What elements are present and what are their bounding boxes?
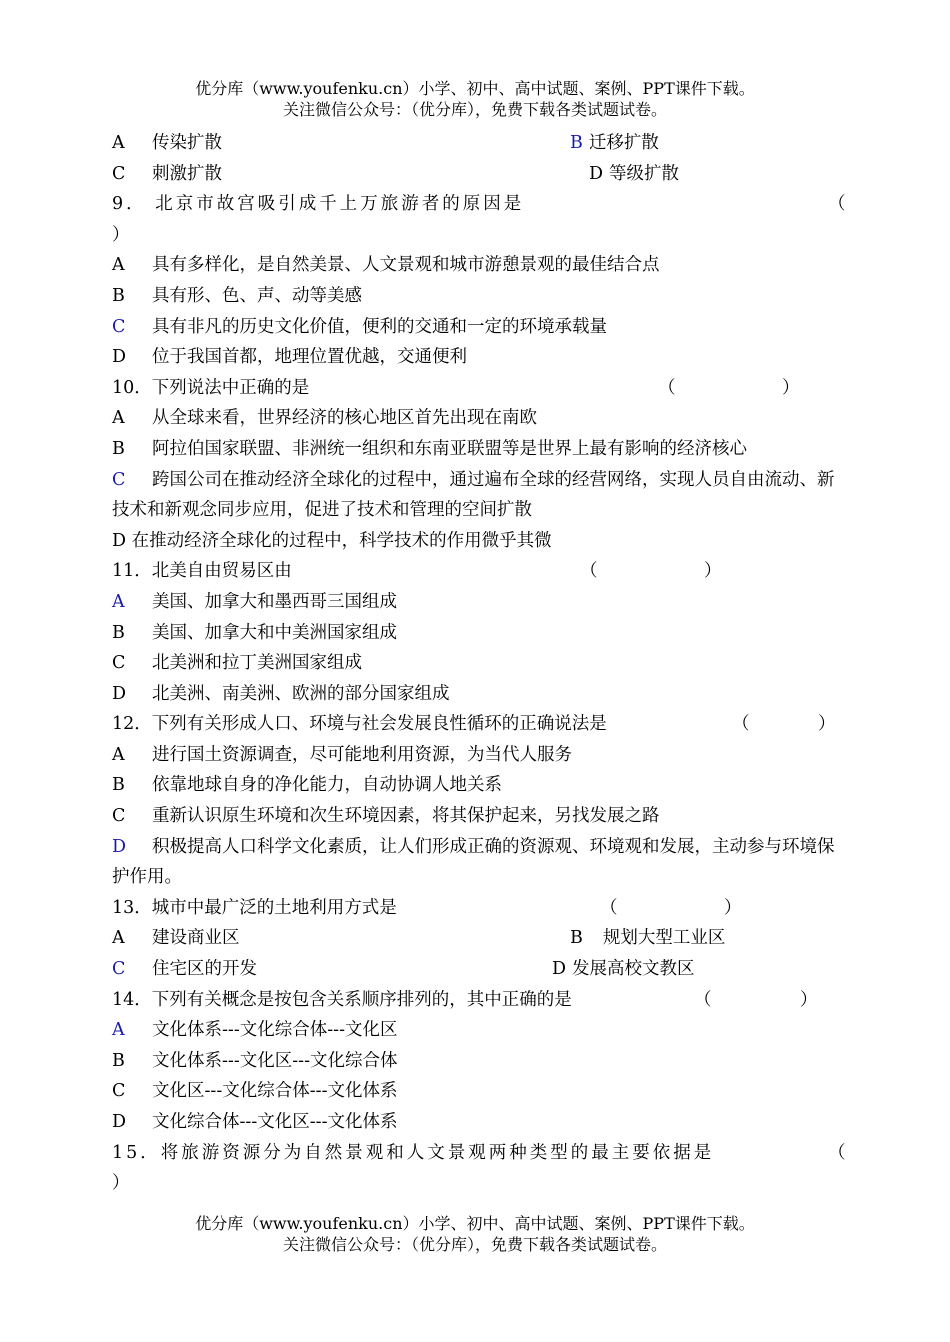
footer-line-1: 优分库（www.youfenku.cn）小学、初中、高中试题、案例、PPT课件下载。	[195, 1214, 755, 1233]
q12-answer-paren-open: （	[732, 714, 750, 735]
q10-option-d	[112, 526, 840, 557]
q11-option-d	[112, 679, 840, 710]
q8-option-b	[570, 128, 659, 159]
q10-option-a	[112, 403, 840, 434]
q10-option-c-text: 跨国公司在推动经济全球化的过程中，通过遍布全球的经营网络，实现人员自由流动、新技术和新观念同步应用，促进了技术和管理的空间扩散	[112, 469, 835, 521]
q9-option-d-letter: D	[112, 347, 127, 368]
q12-option-d	[112, 832, 840, 893]
q12-option-a	[112, 740, 840, 771]
q12-stem-row	[112, 709, 840, 740]
q14-option-a	[112, 1015, 840, 1046]
q8-option-d	[589, 159, 679, 190]
q9-stem-row-2	[112, 220, 840, 251]
q9-option-a-text: 具有多样化，是自然美景、人文景观和城市游憩景观的最佳结合点	[152, 255, 660, 276]
q14-answer-paren-open: （	[694, 989, 712, 1010]
q12-option-c-text: 重新认识原生环境和次生环境因素，将其保护起来，另找发展之路	[152, 806, 660, 827]
q12-option-b-text: 依靠地球自身的净化能力，自动协调人地关系	[152, 775, 502, 796]
q15-stem-row	[112, 1138, 846, 1169]
q11-option-c-text: 北美洲和拉丁美洲国家组成	[152, 653, 362, 674]
q14-option-b	[112, 1046, 840, 1077]
q9-option-d-text: 位于我国首都，地理位置优越，交通便利	[152, 347, 467, 368]
q13-option-b	[570, 923, 725, 954]
q13-row-cd	[112, 954, 840, 985]
q12-option-a-text: 进行国土资源调查，尽可能地利用资源，为当代人服务	[152, 744, 572, 765]
q14-stem-row	[112, 985, 840, 1016]
q9-stem-row	[112, 189, 846, 220]
q10-answer-paren-close: ）	[782, 377, 800, 398]
q13-answer-paren-close: ）	[724, 897, 742, 918]
q10-option-a-letter: A	[112, 408, 125, 429]
q10-option-a-text: 从全球来看，世界经济的核心地区首先出现在南欧	[152, 408, 537, 429]
q9-answer-paren-open: （	[828, 194, 846, 215]
q13-option-c-text: 住宅区的开发	[152, 959, 257, 980]
q14-option-c-text: 文化区---文化综合体---文化体系	[152, 1081, 398, 1102]
q12-option-b-letter: B	[112, 775, 125, 796]
q8-option-a-letter: A	[112, 133, 125, 153]
q12-option-c	[112, 801, 840, 832]
q9-option-b	[112, 281, 840, 312]
q15-stem-row-2	[112, 1168, 840, 1199]
q12-option-d-letter: D	[112, 836, 127, 857]
q9-option-c-letter: C	[112, 316, 126, 337]
footer-line-2: 关注微信公众号：（优分库），免费下载各类试题试卷。	[282, 1235, 667, 1254]
page-header	[0, 78, 950, 120]
q14-option-d-letter: D	[112, 1112, 127, 1132]
q11-option-b	[112, 618, 840, 649]
q8-option-c-letter: C	[112, 163, 126, 184]
q10-option-c	[112, 465, 840, 526]
q8-option-d-text: 等级扩散	[609, 163, 680, 184]
q11-option-c-letter: C	[112, 653, 126, 674]
q8-option-b-letter: B	[570, 133, 583, 153]
q8-option-d-letter: D	[589, 163, 604, 184]
q9-option-b-letter: B	[112, 285, 125, 306]
q9-option-c	[112, 312, 840, 343]
q10-stem-row	[112, 373, 840, 404]
q10-stem: 10．下列说法中正确的是	[112, 377, 310, 398]
q11-answer-paren-open: （	[580, 561, 598, 582]
q14-option-d-text: 文化综合体---文化区---文化体系	[152, 1112, 398, 1132]
q12-option-b	[112, 770, 840, 801]
q8-option-b-text: 迁移扩散	[588, 133, 659, 153]
q10-option-d-text: D 在推动经济全球化的过程中，科学技术的作用微乎其微	[112, 530, 552, 551]
q8-option-a-text: 传染扩散	[152, 133, 222, 153]
page-footer	[0, 1213, 950, 1255]
q11-option-b-text: 美国、加拿大和中美洲国家组成	[152, 622, 397, 643]
q13-option-a-text: 建设商业区	[152, 928, 240, 949]
question-page	[112, 128, 846, 1199]
q9-option-a-letter: A	[112, 255, 125, 276]
q9-answer-paren-close: ）	[112, 224, 130, 245]
q11-option-a-letter: A	[112, 591, 125, 612]
q14-stem: 14．下列有关概念是按包含关系顺序排列的，其中正确的是	[112, 989, 572, 1010]
q11-stem: 11．北美自由贸易区由	[112, 561, 292, 582]
header-line-1: 优分库（www.youfenku.cn）小学、初中、高中试题、案例、PPT课件下载。	[195, 79, 755, 98]
q10-answer-paren-open: （	[658, 377, 676, 398]
q13-option-c-letter: C	[112, 959, 126, 980]
q15-answer-paren-open: （	[828, 1142, 846, 1163]
q9-option-d	[112, 342, 840, 373]
q12-answer-paren-close: ）	[818, 714, 836, 735]
q13-stem: 13．城市中最广泛的土地利用方式是	[112, 897, 397, 918]
q12-option-d-text: 积极提高人口科学文化素质，让人们形成正确的资源观、环境观和发展，主动参与环境保护作用。	[112, 836, 835, 888]
q14-option-b-text: 文化体系---文化区---文化综合体	[152, 1050, 398, 1071]
q13-option-a-letter: A	[112, 928, 125, 949]
q8-row-cd	[112, 159, 840, 190]
q13-stem-row	[112, 893, 840, 924]
q11-option-a	[112, 587, 840, 618]
q12-stem: 12．下列有关形成人口、环境与社会发展良性循环的正确说法是	[112, 714, 607, 735]
q14-option-c-letter: C	[112, 1081, 126, 1102]
q13-option-b-letter: B	[570, 928, 583, 949]
q10-option-b-text: 阿拉伯国家联盟、非洲统一组织和东南亚联盟等是世界上最有影响的经济核心	[152, 438, 747, 459]
q11-option-c	[112, 648, 840, 679]
q15-answer-paren-close: ）	[112, 1173, 130, 1194]
q11-option-a-text: 美国、加拿大和墨西哥三国组成	[152, 591, 397, 612]
q13-row-ab	[112, 923, 840, 954]
q13-option-d-text: 发展高校文教区	[572, 959, 695, 980]
q12-option-c-letter: C	[112, 806, 126, 827]
q14-option-d	[112, 1107, 840, 1138]
q14-option-a-letter: A	[112, 1020, 125, 1041]
q11-option-d-letter: D	[112, 683, 127, 704]
q10-option-c-letter: C	[112, 469, 126, 490]
q8-row-ab	[112, 128, 840, 159]
q13-option-b-text: 规划大型工业区	[602, 928, 726, 949]
q15-stem: 15．将旅游资源分为自然景观和人文景观两种类型的最主要依据是	[112, 1142, 715, 1163]
q10-option-b	[112, 434, 840, 465]
q9-stem: 9． 北京市故宫吸引成千上万旅游者的原因是	[112, 194, 525, 215]
q10-option-b-letter: B	[112, 438, 125, 459]
header-line-2: 关注微信公众号：（优分库），免费下载各类试题试卷。	[282, 100, 667, 119]
q13-option-d	[552, 954, 695, 985]
q9-option-a	[112, 250, 840, 281]
q9-option-b-text: 具有形、色、声、动等美感	[152, 285, 362, 306]
q11-option-d-text: 北美洲、南美洲、欧洲的部分国家组成	[152, 683, 450, 704]
q13-answer-paren-open: （	[600, 897, 618, 918]
q11-option-b-letter: B	[112, 622, 125, 643]
q9-option-c-text: 具有非凡的历史文化价值，便利的交通和一定的环境承载量	[152, 316, 607, 337]
q12-option-a-letter: A	[112, 744, 125, 765]
q11-stem-row	[112, 556, 840, 587]
q14-answer-paren-close: ）	[800, 989, 818, 1010]
q8-option-c-text: 刺激扩散	[152, 163, 222, 184]
q14-option-a-text: 文化体系---文化综合体---文化区	[152, 1020, 398, 1041]
q13-option-d-letter: D	[552, 959, 567, 980]
q11-answer-paren-close: ）	[704, 561, 722, 582]
q14-option-b-letter: B	[112, 1050, 125, 1071]
q14-option-c	[112, 1076, 840, 1107]
